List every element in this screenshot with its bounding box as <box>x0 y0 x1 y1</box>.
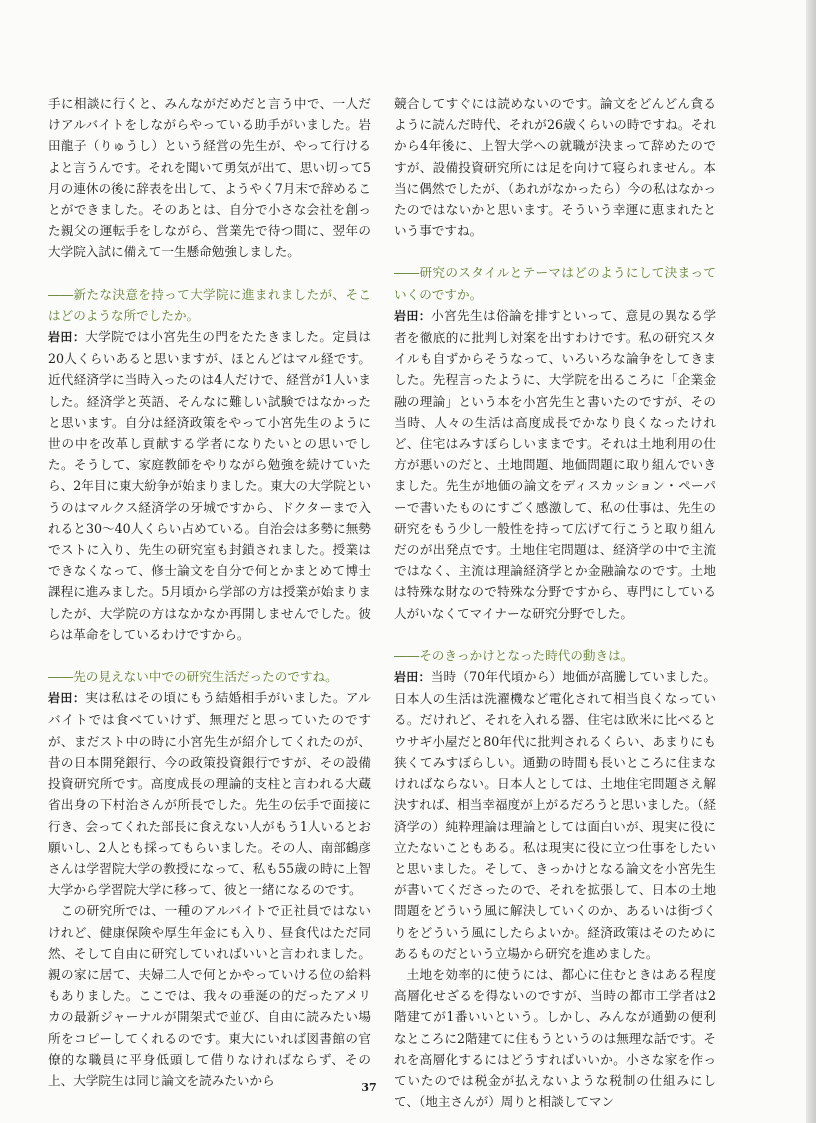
paragraph: この研究所では、一種のアルバイトで正社員ではないけれど、健康保険や厚生年金にも入り、昼食代はただ同然、そして自由に研究していればいいと言われました。親の家に居て、夫婦二人で何とかやっていける位の給料もありました。ここでは、我々の垂涎の的だったアメリカの最新ジャーナルが開架式で並び、自由に読みたい場所をコピーしてくれるのです。東大にいれば図書館の官僚的な職員に平身低頭して借りなければならず、その上、大学院生は同じ論文を読みたいから <box>48 903 371 1088</box>
right-column <box>394 93 716 1112</box>
interview-question: ――そのきっかけとなった時代の動きは。 <box>394 647 634 663</box>
speaker-label: 岩田： <box>394 308 432 323</box>
paragraph: 土地を効率的に使うには、都心に住むときはある程度高層化せざるを得ないのですが、当時の都市工学者は2階建てが1番いいという。しかし、みんなが通勤の便利なところに2階建てに住もうというのは無理な話です。それを高層化するにはどうすればいいか。小さな家を作っていたのでは税金が払えないような税制の仕組みにして、（地主さんが）周りと相談してマン <box>394 966 716 1110</box>
speaker-label: 岩田： <box>48 691 86 706</box>
answer-text: 大学院では小宮先生の門をたたきました。定員は20人くらいあると思いますが、ほとんどはマル経です。近代経済学に当時入ったのは4人だけで、経営が1人いました。経済学と英語、そんなに難しい試験ではなかったと思います。自分は経済政策をやって小宮先生のように世の中を改革し貢献する学者になりたいとの思いでした。そうして、家庭教師をやりながら勉強を続けていたら、2年目に東大紛争が始まりました。東大の大学院というのはマルクス経済学の牙城ですから、ドクターまで入れると30～40人くらい占めている。自治会は多勢に無勢でストに入り、先生の研究室も封鎖されました。授業はできなくなって、修士論文を自分で何とかまとめて博士課程に進みました。5月頃から学部の方は授業が始まりましたが、大学院の方はなかなか再開しませんでした。彼らは革命をしているわけですから。 <box>48 329 371 642</box>
left-column <box>48 93 371 1091</box>
speaker-label: 岩田： <box>394 670 431 685</box>
page-number: 37 <box>361 1081 377 1094</box>
answer-paragraph <box>394 305 716 624</box>
interview-question: ――先の見えない中での研究生活だったのですね。 <box>48 669 338 685</box>
paragraph: 競合してすぐには読めないのです。論文をどんどん貪るように読んだ時代、それが26歳くらいの時ですね。それから4年後に、上智大学への就職が決まって辞めたのですが、設備投資研究所には足を向けて寝られません。本当に偶然でしたが、（あれがなかったら）今の私はなかったのではないかと思います。そういう幸運に恵まれたという事ですね。 <box>394 96 716 239</box>
answer-text: 実は私はその頃にもう結婚相手がいました。アルバイトでは食べていけず、無理だと思っていたのですが、まだスト中の時に小宮先生が紹介してくれたのが、昔の日本開発銀行、今の政策投資銀行ですが、その設備投資研究所です。高度成長の理論的支柱と言われる大蔵省出身の下村治さんが所長でした。先生の伝手で面接に行き、会ってくれた部長に食えない人がもう1人いるとお願いし、2人とも採ってもらいました。その人、南部鶴彦さんは学習院大学の教授になって、私も55歳の時に上智大学から学習院大学に移って、彼と一緒になるのです。 <box>48 690 371 898</box>
interview-question: ――研究のスタイルとテーマはどのようにして決まっていくのですか。 <box>394 265 716 302</box>
scan-edge <box>806 0 816 1123</box>
answer-paragraph <box>48 687 371 900</box>
interview-question: ――新たな決意を持って大学院に進まれましたが、そこはどのような所でしたか。 <box>48 286 371 323</box>
speaker-label: 岩田： <box>48 330 86 345</box>
answer-paragraph <box>394 666 716 964</box>
answer-paragraph <box>48 326 371 645</box>
answer-text: 小宮先生は俗論を排すといって、意見の異なる学者を徹底的に批判し対案を出すわけです。私の研究スタイルも自ずからそうなって、いろいろな論争をしてきました。先程言ったように、大学院を出るころに「企業金融の理論」という本を小宮先生と書いたのですが、その当時、人々の生活は高度成長でかなり良くなったけれど、住宅はみすぼらしいままです。それは土地利用の仕方が悪いのだと、土地問題、地価問題に取り組んでいきました。先生が地価の論文をディスカッション・ペーパーで書いたものにすごく感激して、私の仕事は、先生の研究をもう少し一般性を持って広げて行こうと取り組んだのが出発点です。土地住宅問題は、経済学の中で主流ではなく、主流は理論経済学とか金融論なのです。土地は特殊な財なので特殊な分野ですから、専門にしている人がいなくてマイナーな研究分野でした。 <box>394 307 716 621</box>
paragraph: 手に相談に行くと、みんながだめだと言う中で、一人だけアルバイトをしながらやっている助手がいました。岩田龍子（りゅうし）という経営の先生が、やって行けるよと言うんです。それを聞いて勇気が出て、思い切って5月の連休の後に辞表を出して、ようやく7月末で辞めることができました。そのあとは、自分で小さな会社を創った親父の運転手をしながら、営業先で待つ間に、翌年の大学院入試に備えて一生懸命勉強しました。 <box>48 96 371 260</box>
answer-text: 当時（70年代頃から）地価が高騰していました。日本人の生活は洗濯機など電化されて相当良くなっている。だけれど、それを入れる器、住宅は欧米に比べるとウサギ小屋だと80年代に批判されるくらい、あまりにも狭くてみすぼらしい。通勤の時間も長いところに住まなければならない。日本人としては、土地住宅問題さえ解決すれば、相当幸福度が上がるだろうと思いました。（経済学の）純粋理論は理論としては面白いが、現実に役に立たないこともある。私は現実に役に立つ仕事をしたいと思いました。そして、きっかけとなる論文を小宮先生が書いてくださったので、それを拡張して、日本の土地問題をどういう風に解決していくのか、あるいは街づくりをどういう風にしたらよいか。経済政策はそのためにあるものだという立場から研究を進めました。 <box>394 669 716 961</box>
